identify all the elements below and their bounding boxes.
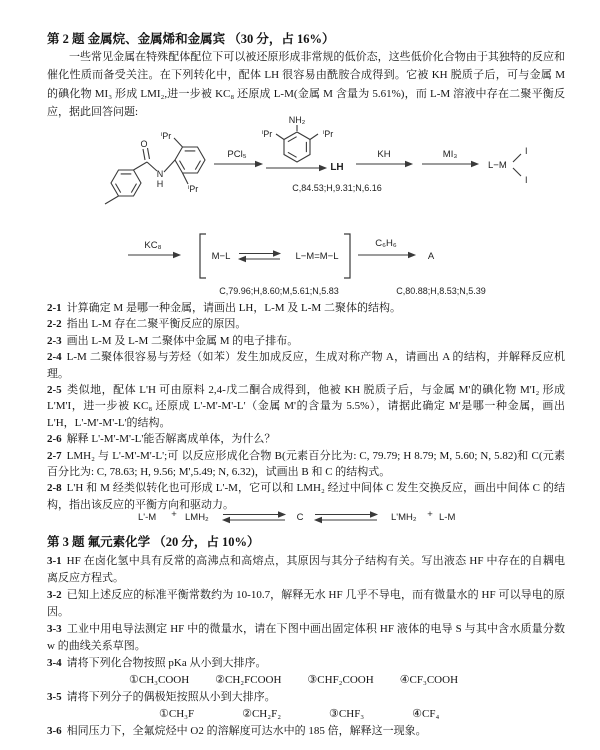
section3-title: 第 3 题 氟元素化学 （20 分，占 10%）: [47, 535, 260, 549]
c6h6-label: C₆H₆: [375, 238, 397, 249]
question-number: 2-6: [47, 433, 62, 446]
monomer-label: M−L: [211, 251, 231, 262]
question-3-4: [47, 655, 565, 672]
ipr-label-right: ⁱPr: [322, 129, 334, 139]
question-number: 2-8: [47, 482, 62, 495]
equilibrium-arrows: [223, 515, 285, 521]
question-2-5: [47, 382, 565, 431]
question-text: L-M 二聚体很容易与芳烃（如苯）发生加成反应，生成对称产物 A，请画出 A 的结构，并解释反应机理。: [47, 351, 565, 380]
equilibrium-arrows: [315, 515, 377, 521]
exchange-equation: [125, 503, 475, 531]
iodine-label-top: I: [525, 146, 528, 156]
option-1: ①CH₃F: [159, 708, 195, 720]
section2-title: 第 2 题 金属烷、金属烯和金属宾 （30 分，占 16%）: [47, 32, 335, 46]
question-text: 画出 L-M 及 L-M 二聚体中金属 M 的电子排布。: [66, 334, 299, 347]
mi3-arrow: [422, 149, 478, 164]
product-a-label: A: [427, 251, 435, 262]
option-1: ①CH₃COOH: [129, 674, 190, 686]
question-3-1: [47, 553, 565, 587]
amide-h-label: H: [156, 179, 164, 189]
eq-rhs2: L-M: [439, 512, 456, 523]
aniline-structure: [262, 115, 334, 168]
question-text: 计算确定 M 是哪一种金属，请画出 LH，L-M 及 L-M 二聚体的结构。: [66, 302, 401, 314]
question-text: 指出 L-M 存在二聚平衡反应的原因。: [66, 318, 247, 331]
pcl5-label: PCl₅: [227, 149, 247, 160]
eq-lhs1: L'-M: [138, 512, 157, 523]
question-2-6: [47, 431, 565, 447]
right-bracket: [344, 234, 350, 278]
question-number: 2-5: [47, 384, 62, 397]
question-text: 工业中用电导法测定 HF 中的微量水，请在下图中画出固定体积 HF 液体的电导 S 与其中含水质量分数 w 的曲线关系草图。: [47, 623, 565, 652]
equilibrium-arrows: [239, 254, 280, 260]
pcl5-arrow: [214, 149, 262, 164]
eq-rhs1: L'MH₂: [391, 512, 417, 523]
c6h6-arrow: [358, 238, 415, 255]
kh-arrow: [356, 149, 412, 164]
question-3-6: [47, 723, 565, 740]
question-text: L'H 和 M 经类似转化也可形成 L'-M，它可以和 LMH₂ 经过中间体 C 发生交换反应，画出中间体 C 的结构，指出该反应的平衡方向和驱动力。: [47, 482, 565, 511]
eq-plus2: +: [427, 509, 433, 520]
question-text: 已知上述反应的标准平衡常数约为 10-10.7，解释无水 HF 几乎不导电，而有微量水的 HF 可以导电的原因。: [47, 589, 565, 618]
question-2-3: [47, 333, 565, 349]
amide-n-label: N: [156, 169, 164, 179]
kc8-label: KC₈: [144, 240, 162, 251]
eq-intermediate: C: [296, 512, 304, 523]
option-2: ②CH₂FCOOH: [215, 674, 282, 686]
ipr-label-top: ⁱPr: [160, 131, 172, 141]
question-number: 3-3: [47, 623, 62, 635]
lmi2-structure: [488, 146, 528, 185]
ipr-label-bottom: ⁱPr: [187, 184, 199, 194]
question-3-4-options: [47, 672, 565, 689]
question-2-7: [47, 448, 565, 481]
section3: [47, 533, 565, 740]
lh-label: LH: [330, 162, 344, 173]
eq-lhs2: LMH₂: [185, 512, 209, 523]
question-number: 3-6: [47, 725, 62, 737]
monomer-analysis: C,79.96;H,8.60;M,5.61;N,5.83: [219, 286, 339, 296]
question-number: 2-7: [47, 449, 62, 462]
dimer-label: L−M=M−L: [295, 251, 339, 262]
kc8-arrow: [128, 240, 180, 255]
question-number: 3-2: [47, 589, 62, 601]
question-3-3: [47, 621, 565, 655]
amide-structure: [105, 131, 205, 204]
section2-questions: [47, 300, 565, 513]
question-number: 3-4: [47, 657, 62, 669]
question-text: 请将下列分子的偶极矩按照从小到大排序。: [66, 691, 276, 703]
option-2: ②CH₂F₂: [242, 708, 282, 720]
section2-intro-paragraph: 一些常见金属在特殊配体配位下可以被还原形成非常规的低价态，这些低价化合物由于其独特的反应和催化性质而备受关注。在下列转化中，配体 LH 很容易由酰胺合成得到。它被 KH 脱质子后，可与金属 M 的碘化物 MI₃ 形成 LMI₂,进一步被 KC₈ 还原成 L-M(金属 M 含量为 5.61%)，而 L-M 溶液中存在二聚平衡反应，据此回答问题:: [47, 51, 565, 119]
reaction-scheme-2: [95, 228, 565, 300]
question-3-5: [47, 689, 565, 706]
product-a-analysis: C,80.88;H,8.53;N,5.39: [396, 286, 486, 296]
option-4: ④CF₄: [412, 708, 440, 720]
question-number: 2-4: [47, 351, 62, 364]
question-2-4: [47, 349, 565, 382]
question-text: 相同压力下，全氟烷烃中 O2 的溶解度可达水中的 185 倍，解释这一现象。: [66, 725, 427, 737]
question-text: 请将下列化合物按照 pKa 从小到大排序。: [66, 657, 267, 669]
question-number: 2-3: [47, 334, 62, 347]
question-text: HF 在卤化氢中具有反常的高沸点和高熔点，其原因与其分子结构有关。写出液态 HF 中存在的自耦电离反应方程式。: [47, 555, 565, 584]
question-text: LMH₂ 与 L'-M'-M'-L';可 以反应形成化合物 B(元素百分比为: C, 79.79; H 8.79; M, 5.60; N, 5.82)和 C(元素百分比为: C, 78.63; H, 9.56; M',5.49; N, 6.32)，试画出 B 和 C 的结构式。: [47, 449, 565, 479]
question-2-1: [47, 300, 565, 316]
question-3-5-options: [47, 706, 565, 723]
carbonyl-o-label: O: [140, 139, 148, 149]
lm-label: L−M: [488, 160, 507, 171]
ipr-label-left: ⁱPr: [261, 129, 273, 139]
option-3: ③CHF₃: [329, 708, 365, 720]
left-bracket: [200, 234, 206, 278]
eq-plus1: +: [171, 509, 177, 520]
question-text: 解释 L'-M'-M'-L'能否解离成单体，为什么？: [66, 433, 276, 446]
iodine-label-bottom: I: [525, 175, 528, 185]
lh-analysis: C,84.53;H,9.31;N,6.16: [292, 183, 382, 193]
question-number: 2-1: [47, 302, 62, 314]
question-3-2: [47, 587, 565, 621]
option-4: ④CF₃COOH: [399, 674, 459, 686]
mi3-label: MI₃: [442, 149, 458, 160]
question-2-2: [47, 316, 565, 332]
kh-label: KH: [377, 149, 391, 160]
nh2-label: NH₂: [288, 115, 306, 125]
question-text: 类似地，配体 L'H 可由原料 2,4-戊二酮合成得到，他被 KH 脱质子后，与金属 M'的碘化物 M'I₂ 形成 L'M'I，进一步被 KC₈ 还原成 L'-M'-M'-L'（金属 M'的含量为 5.5%），请据此确定 M'是哪一种金属，画出 L'H，L'-M'-M'-L'的结构。: [47, 384, 565, 429]
reaction-scheme-1: [38, 110, 568, 215]
question-number: 3-5: [47, 691, 62, 703]
question-number: 2-2: [47, 318, 62, 331]
question-number: 3-1: [47, 555, 62, 567]
option-3: ③CHF₂COOH: [307, 674, 374, 686]
